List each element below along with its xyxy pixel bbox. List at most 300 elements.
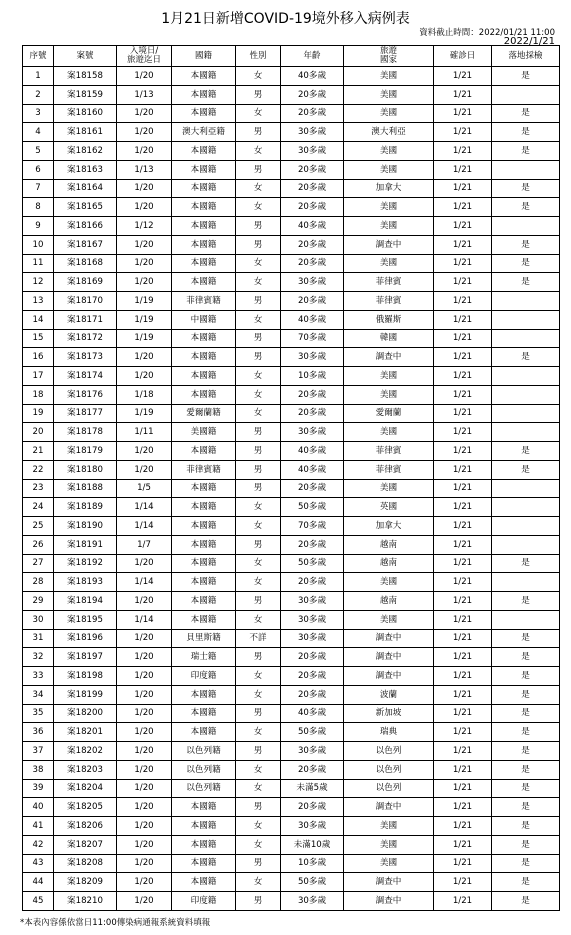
cell-travel-country: 調查中 [344,667,434,686]
cell-travel-country: 美國 [344,160,434,179]
cell-sampling: 是 [492,779,560,798]
table-row [23,179,560,198]
cell-entry-date: 1/14 [117,573,172,592]
table-row [23,648,560,667]
cell-seq: 45 [23,892,54,911]
cell-entry-date: 1/12 [117,217,172,236]
cell-nationality: 澳大利亞籍 [172,123,236,142]
cell-age: 未滿10歲 [281,835,344,854]
cell-travel-country: 調查中 [344,798,434,817]
cell-nationality: 本國籍 [172,592,236,611]
cell-case: 案18177 [54,404,117,423]
cell-age: 40多歲 [281,704,344,723]
cell-entry-date: 1/20 [117,235,172,254]
cell-case: 案18166 [54,217,117,236]
cell-travel-country: 美國 [344,142,434,161]
table-row [23,760,560,779]
cell-seq: 43 [23,854,54,873]
cell-travel-country: 美國 [344,217,434,236]
cell-seq: 29 [23,592,54,611]
cell-gender: 男 [236,742,281,761]
cell-entry-date: 1/20 [117,592,172,611]
cell-sampling: 是 [492,235,560,254]
cell-seq: 22 [23,460,54,479]
cell-nationality: 本國籍 [172,142,236,161]
cell-age: 20多歲 [281,667,344,686]
table-row [23,404,560,423]
cell-seq: 20 [23,423,54,442]
table-row [23,292,560,311]
table-row [23,235,560,254]
cell-sampling: 是 [492,742,560,761]
cell-diagnosis-date: 1/21 [434,198,492,217]
cell-case: 案18198 [54,667,117,686]
cases-table [22,45,560,911]
cell-travel-country: 美國 [344,854,434,873]
cell-entry-date: 1/20 [117,367,172,386]
cell-travel-country: 菲律賓 [344,273,434,292]
cell-case: 案18178 [54,423,117,442]
cell-gender: 女 [236,779,281,798]
cell-case: 案18164 [54,179,117,198]
cell-age: 40多歲 [281,442,344,461]
cell-case: 案18192 [54,554,117,573]
cell-gender: 女 [236,685,281,704]
cell-nationality: 本國籍 [172,573,236,592]
cell-travel-country: 美國 [344,198,434,217]
cell-seq: 2 [23,85,54,104]
cell-sampling: 是 [492,104,560,123]
cell-sampling: 是 [492,254,560,273]
cell-age: 50多歲 [281,873,344,892]
cell-diagnosis-date: 1/21 [434,367,492,386]
cell-diagnosis-date: 1/21 [434,404,492,423]
cell-diagnosis-date: 1/21 [434,685,492,704]
cell-age: 30多歲 [281,348,344,367]
cell-entry-date: 1/20 [117,460,172,479]
table-row [23,348,560,367]
table-row [23,442,560,461]
cell-nationality: 本國籍 [172,498,236,517]
cell-travel-country: 美國 [344,835,434,854]
cell-entry-date: 1/20 [117,835,172,854]
cell-diagnosis-date: 1/21 [434,273,492,292]
cell-travel-country: 美國 [344,254,434,273]
cell-nationality: 本國籍 [172,198,236,217]
cell-diagnosis-date: 1/21 [434,67,492,86]
cell-gender: 女 [236,198,281,217]
cell-sampling [492,329,560,348]
table-row [23,67,560,86]
cell-entry-date: 1/20 [117,873,172,892]
header-diagnosis-date: 確診日 [434,46,492,67]
cell-diagnosis-date: 1/21 [434,892,492,911]
cell-age: 20多歲 [281,160,344,179]
cell-gender: 男 [236,798,281,817]
cell-entry-date: 1/20 [117,179,172,198]
cell-nationality: 本國籍 [172,517,236,536]
cell-case: 案18209 [54,873,117,892]
cell-seq: 42 [23,835,54,854]
cell-travel-country: 調查中 [344,629,434,648]
cell-seq: 18 [23,385,54,404]
cell-nationality: 本國籍 [172,442,236,461]
cell-travel-country: 美國 [344,385,434,404]
cell-case: 案18193 [54,573,117,592]
cell-diagnosis-date: 1/21 [434,498,492,517]
cell-diagnosis-date: 1/21 [434,798,492,817]
table-row [23,517,560,536]
cell-seq: 6 [23,160,54,179]
table-row [23,873,560,892]
cell-case: 案18188 [54,479,117,498]
cell-age: 30多歲 [281,123,344,142]
cell-case: 案18162 [54,142,117,161]
cell-travel-country: 加拿大 [344,517,434,536]
cell-age: 30多歲 [281,423,344,442]
cell-gender: 男 [236,160,281,179]
cell-nationality: 本國籍 [172,723,236,742]
table-row [23,723,560,742]
cell-entry-date: 1/20 [117,704,172,723]
cell-diagnosis-date: 1/21 [434,217,492,236]
cell-entry-date: 1/20 [117,254,172,273]
cell-diagnosis-date: 1/21 [434,179,492,198]
cell-travel-country: 美國 [344,104,434,123]
cell-seq: 41 [23,817,54,836]
cell-case: 案18194 [54,592,117,611]
cell-gender: 女 [236,610,281,629]
cell-entry-date: 1/14 [117,498,172,517]
cell-diagnosis-date: 1/21 [434,348,492,367]
cell-gender: 女 [236,310,281,329]
cell-seq: 11 [23,254,54,273]
cell-travel-country: 英國 [344,498,434,517]
cell-sampling: 是 [492,460,560,479]
footnote: *本表內容係依當日11:00傳染病通報系統資料填報 [20,918,211,928]
cell-diagnosis-date: 1/21 [434,423,492,442]
cell-age: 30多歲 [281,742,344,761]
cell-seq: 10 [23,235,54,254]
cell-nationality: 本國籍 [172,817,236,836]
cell-case: 案18203 [54,760,117,779]
cell-gender: 女 [236,817,281,836]
cell-travel-country: 菲律賓 [344,442,434,461]
cell-diagnosis-date: 1/21 [434,235,492,254]
header-travel-line1: 旅遊 [379,46,397,56]
cell-sampling [492,85,560,104]
cell-case: 案18204 [54,779,117,798]
cell-case: 案18189 [54,498,117,517]
cell-entry-date: 1/14 [117,610,172,629]
cell-sampling [492,573,560,592]
table-row [23,742,560,761]
cell-sampling: 是 [492,873,560,892]
header-nationality: 國籍 [172,46,236,67]
cell-case: 案18169 [54,273,117,292]
table-row [23,573,560,592]
cell-entry-date: 1/20 [117,554,172,573]
table-row [23,123,560,142]
cell-case: 案18168 [54,254,117,273]
cell-diagnosis-date: 1/21 [434,573,492,592]
cell-seq: 35 [23,704,54,723]
cell-gender: 男 [236,85,281,104]
cell-travel-country: 美國 [344,423,434,442]
cell-sampling [492,404,560,423]
cell-age: 未滿5歲 [281,779,344,798]
cell-nationality: 印度籍 [172,892,236,911]
cell-travel-country: 美國 [344,367,434,386]
cell-diagnosis-date: 1/21 [434,479,492,498]
cell-seq: 31 [23,629,54,648]
cell-age: 10多歲 [281,367,344,386]
cell-sampling [492,535,560,554]
cell-sampling: 是 [492,835,560,854]
cell-gender: 男 [236,292,281,311]
cell-age: 20多歲 [281,179,344,198]
cell-nationality: 瑞士籍 [172,648,236,667]
cell-sampling: 是 [492,273,560,292]
cell-diagnosis-date: 1/21 [434,854,492,873]
header-seq: 序號 [23,46,54,67]
cell-case: 案18196 [54,629,117,648]
cell-seq: 16 [23,348,54,367]
cell-entry-date: 1/11 [117,423,172,442]
cell-gender: 女 [236,517,281,536]
cell-gender: 女 [236,179,281,198]
cell-age: 30多歲 [281,610,344,629]
header-case: 案號 [54,46,117,67]
cell-case: 案18210 [54,892,117,911]
cell-sampling: 是 [492,554,560,573]
table-row [23,667,560,686]
table-row [23,629,560,648]
cell-sampling [492,423,560,442]
cell-case: 案18200 [54,704,117,723]
cell-case: 案18158 [54,67,117,86]
cell-age: 20多歲 [281,648,344,667]
cell-gender: 男 [236,892,281,911]
cell-diagnosis-date: 1/21 [434,779,492,798]
cell-nationality: 本國籍 [172,160,236,179]
cell-nationality: 本國籍 [172,798,236,817]
cell-nationality: 本國籍 [172,535,236,554]
cell-case: 案18190 [54,517,117,536]
cell-nationality: 本國籍 [172,348,236,367]
cell-seq: 15 [23,329,54,348]
cell-entry-date: 1/20 [117,104,172,123]
cell-age: 70多歲 [281,517,344,536]
cell-nationality: 美國籍 [172,423,236,442]
cell-entry-date: 1/20 [117,442,172,461]
cell-nationality: 本國籍 [172,273,236,292]
cell-age: 20多歲 [281,385,344,404]
cell-age: 20多歲 [281,292,344,311]
cell-entry-date: 1/20 [117,648,172,667]
cell-seq: 3 [23,104,54,123]
cell-nationality: 菲律賓籍 [172,292,236,311]
cell-entry-date: 1/20 [117,142,172,161]
cell-nationality: 貝里斯籍 [172,629,236,648]
cell-entry-date: 1/19 [117,310,172,329]
cell-nationality: 本國籍 [172,367,236,386]
cell-sampling: 是 [492,142,560,161]
cell-diagnosis-date: 1/21 [434,310,492,329]
table-row [23,892,560,911]
cell-entry-date: 1/19 [117,329,172,348]
cell-entry-date: 1/20 [117,348,172,367]
header-gender: 性別 [236,46,281,67]
cell-diagnosis-date: 1/21 [434,460,492,479]
cell-case: 案18172 [54,329,117,348]
cell-seq: 37 [23,742,54,761]
cell-nationality: 本國籍 [172,685,236,704]
cell-gender: 女 [236,835,281,854]
cell-case: 案18173 [54,348,117,367]
cell-seq: 38 [23,760,54,779]
cell-travel-country: 加拿大 [344,179,434,198]
cell-case: 案18165 [54,198,117,217]
cell-nationality: 本國籍 [172,235,236,254]
cell-nationality: 以色列籍 [172,779,236,798]
table-row [23,460,560,479]
cell-travel-country: 越南 [344,592,434,611]
cell-diagnosis-date: 1/21 [434,123,492,142]
cell-gender: 女 [236,367,281,386]
cell-age: 30多歲 [281,817,344,836]
cell-travel-country: 愛爾蘭 [344,404,434,423]
cell-sampling: 是 [492,592,560,611]
cell-sampling [492,367,560,386]
table-row [23,479,560,498]
cell-sampling: 是 [492,179,560,198]
cell-sampling: 是 [492,854,560,873]
cell-gender: 女 [236,67,281,86]
cell-travel-country: 俄羅斯 [344,310,434,329]
table-row [23,254,560,273]
table-row [23,817,560,836]
cell-travel-country: 菲律賓 [344,292,434,311]
cell-age: 20多歲 [281,104,344,123]
cell-age: 40多歲 [281,217,344,236]
cell-age: 20多歲 [281,85,344,104]
cell-seq: 23 [23,479,54,498]
cell-seq: 8 [23,198,54,217]
header-entry-date [117,46,172,67]
cell-gender: 男 [236,348,281,367]
cell-case: 案18201 [54,723,117,742]
cell-sampling: 是 [492,723,560,742]
cell-diagnosis-date: 1/21 [434,610,492,629]
cell-nationality: 本國籍 [172,854,236,873]
cell-travel-country: 美國 [344,573,434,592]
cell-age: 20多歲 [281,685,344,704]
header-age: 年齡 [281,46,344,67]
cell-sampling [492,310,560,329]
table-row [23,685,560,704]
cell-entry-date: 1/20 [117,854,172,873]
cell-gender: 男 [236,535,281,554]
cell-nationality: 以色列籍 [172,760,236,779]
cell-diagnosis-date: 1/21 [434,160,492,179]
cell-sampling: 是 [492,198,560,217]
cell-seq: 21 [23,442,54,461]
cell-sampling [492,217,560,236]
cell-seq: 40 [23,798,54,817]
cell-gender: 女 [236,273,281,292]
cell-diagnosis-date: 1/21 [434,104,492,123]
cell-diagnosis-date: 1/21 [434,535,492,554]
cell-entry-date: 1/5 [117,479,172,498]
cell-travel-country: 美國 [344,610,434,629]
cell-gender: 男 [236,123,281,142]
cell-diagnosis-date: 1/21 [434,385,492,404]
cell-seq: 13 [23,292,54,311]
cell-case: 案18179 [54,442,117,461]
cell-seq: 9 [23,217,54,236]
cell-sampling: 是 [492,648,560,667]
cell-sampling: 是 [492,798,560,817]
cell-diagnosis-date: 1/21 [434,629,492,648]
cell-entry-date: 1/20 [117,798,172,817]
cell-diagnosis-date: 1/21 [434,760,492,779]
cell-travel-country: 越南 [344,554,434,573]
cell-gender: 男 [236,217,281,236]
header-sampling: 落地採檢 [492,46,560,67]
cell-nationality: 菲律賓籍 [172,460,236,479]
cell-age: 20多歲 [281,198,344,217]
cell-seq: 7 [23,179,54,198]
table-row [23,610,560,629]
cell-seq: 30 [23,610,54,629]
cell-age: 40多歲 [281,310,344,329]
cell-gender: 女 [236,498,281,517]
cell-age: 50多歲 [281,723,344,742]
cell-seq: 12 [23,273,54,292]
table-row [23,217,560,236]
cell-diagnosis-date: 1/21 [434,873,492,892]
cell-nationality: 印度籍 [172,667,236,686]
cell-diagnosis-date: 1/21 [434,254,492,273]
cell-entry-date: 1/20 [117,779,172,798]
cell-diagnosis-date: 1/21 [434,442,492,461]
cell-entry-date: 1/20 [117,685,172,704]
cell-age: 30多歲 [281,629,344,648]
cell-gender: 女 [236,385,281,404]
table-row [23,329,560,348]
cell-nationality: 本國籍 [172,217,236,236]
cell-seq: 32 [23,648,54,667]
cell-case: 案18171 [54,310,117,329]
cell-entry-date: 1/13 [117,85,172,104]
cell-seq: 5 [23,142,54,161]
cell-entry-date: 1/19 [117,404,172,423]
cell-travel-country: 美國 [344,85,434,104]
table-row [23,160,560,179]
cell-gender: 男 [236,854,281,873]
cell-sampling: 是 [492,817,560,836]
cell-entry-date: 1/20 [117,817,172,836]
cell-case: 案18180 [54,460,117,479]
table-row [23,535,560,554]
cell-gender: 男 [236,329,281,348]
table-row [23,835,560,854]
cell-age: 70多歲 [281,329,344,348]
cell-seq: 33 [23,667,54,686]
cell-entry-date: 1/7 [117,535,172,554]
cell-sampling: 是 [492,704,560,723]
